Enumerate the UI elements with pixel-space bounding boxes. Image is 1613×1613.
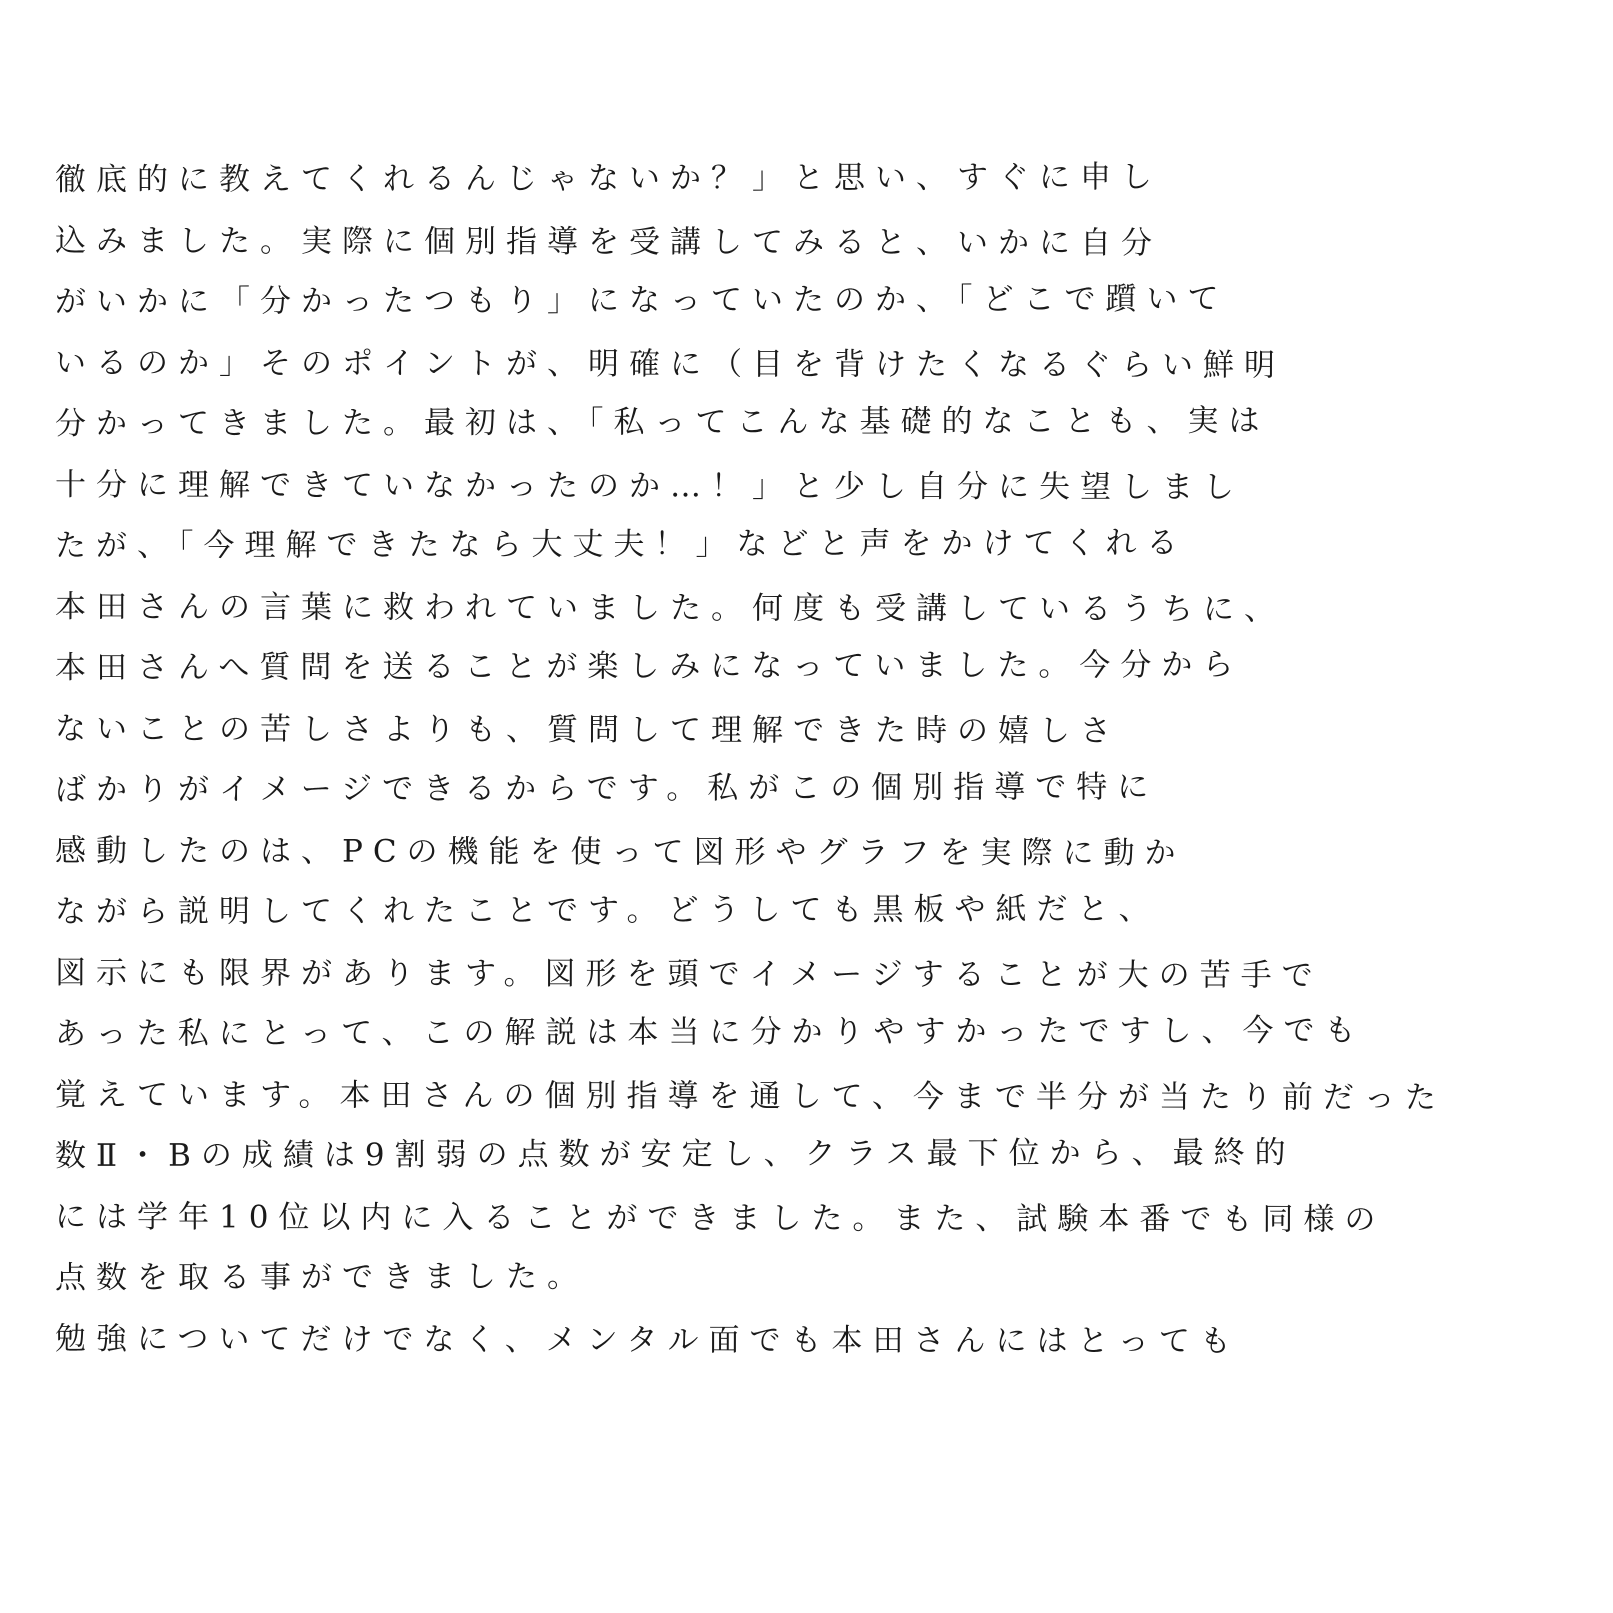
letter-line-12: 感動したのは、PCの機能を使って図形やグラフを実際に動か bbox=[54, 833, 1186, 872]
letter-body bbox=[55, 150, 1565, 1370]
letter-line-11: ばかりがイメージできるからです。私がこの個別指導で特に bbox=[54, 769, 1159, 808]
letter-line-18: には学年10位以内に入ることができました。また、試験本番でも同様の bbox=[54, 1199, 1386, 1238]
letter-line-6: 十分に理解できていなかったのか…！」と少し自分に失望しまし bbox=[54, 467, 1245, 506]
letter-line-3: がいかに「分かったつもり」になっていたのか、「どこで躓いて bbox=[54, 280, 1229, 320]
letter-line-9: 本田さんへ質問を送ることが楽しみになっていました。今分から bbox=[54, 646, 1244, 686]
letter-line-14: 図示にも限界があります。図形を頭でイメージすることが大の苦手で bbox=[54, 955, 1323, 994]
letter-line-7: たが、「今理解できたなら大丈夫！」などと声をかけてくれる bbox=[54, 525, 1188, 564]
letter-line-16: 覚えています。本田さんの個別指導を通して、今まで半分が当たり前だった bbox=[54, 1077, 1446, 1116]
letter-line-20: 勉強についてだけでなく、メンタル面でも本田さんにはとっても bbox=[54, 1321, 1241, 1360]
letter-line-10: ないことの苦しさよりも、質問して理解できた時の嬉しさ bbox=[54, 711, 1122, 750]
letter-line-4: いるのか」そのポイントが、明確に（目を背けたくなるぐらい鮮明 bbox=[54, 345, 1286, 384]
letter-line-2: 込みました。実際に個別指導を受講してみると、いかに自分 bbox=[54, 223, 1163, 262]
letter-line-5: 分かってきました。最初は、「私ってこんな基礎的なことも、実は bbox=[54, 402, 1270, 442]
letter-line-15: あった私にとって、この解説は本当に分かりやすかったですし、今でも bbox=[54, 1012, 1366, 1052]
letter-line-8: 本田さんの言葉に救われていました。何度も受講しているうちに、 bbox=[54, 589, 1286, 628]
letter-line-19: 点数を取る事ができました。 bbox=[54, 1258, 589, 1296]
letter-line-17: 数Ⅱ・Bの成績は9割弱の点数が安定し、クラス最下位から、最終的 bbox=[54, 1134, 1296, 1174]
letter-line-13: ながら説明してくれたことです。どうしても黒板や紙だと、 bbox=[54, 891, 1160, 930]
letter-line-1: 徹底的に教えてくれるんじゃないか？」と思い、すぐに申し bbox=[54, 159, 1163, 198]
